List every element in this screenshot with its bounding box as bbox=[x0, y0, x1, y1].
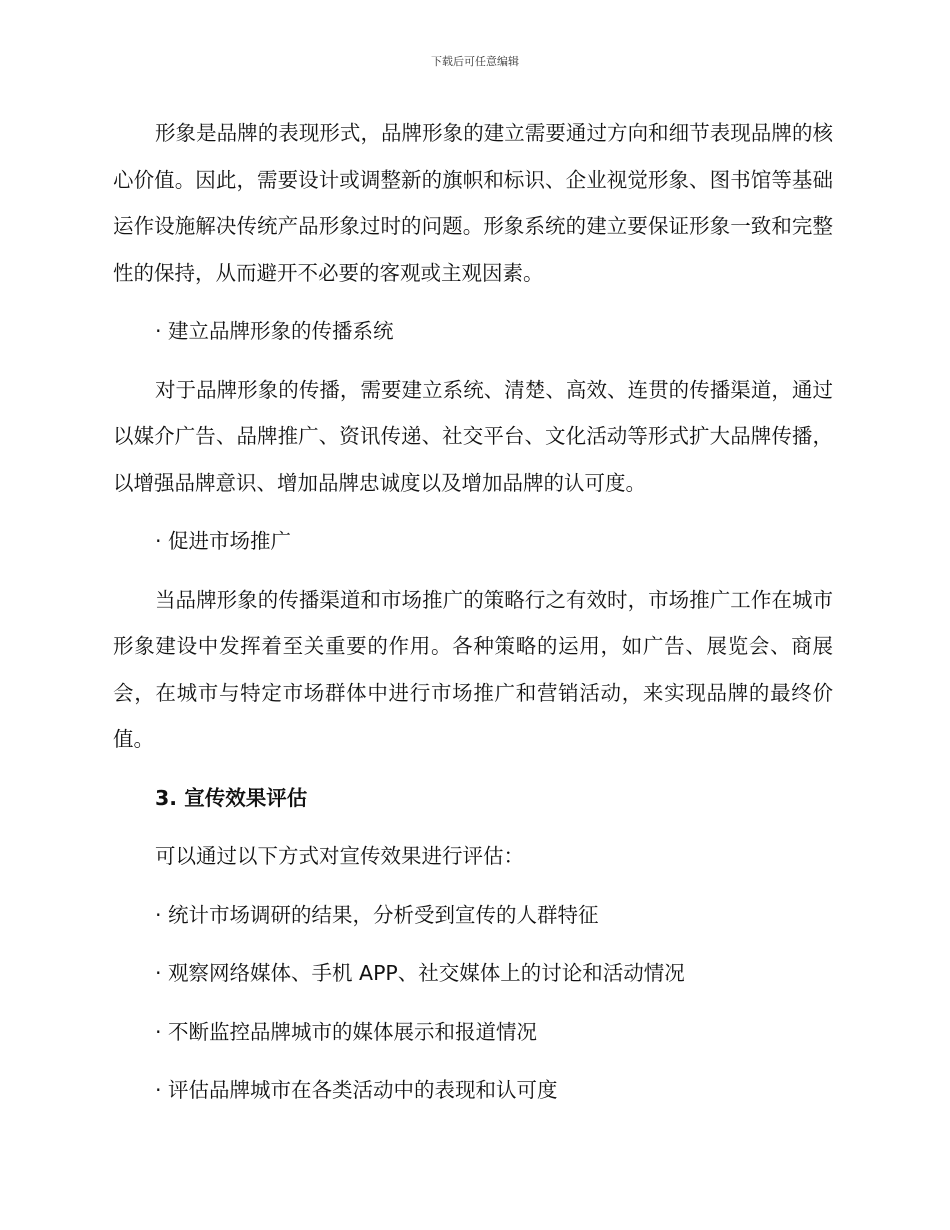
paragraph-market-promotion: 当品牌形象的传播渠道和市场推广的策略行之有效时，市场推广工作在城市形象建设中发挥着至关重要的作用。各种策略的运用，如广告、展览会、商展会，在城市与特定市场群体中进行市场推广和营销活动，来实现品牌的最终价值。 bbox=[113, 587, 833, 751]
evaluation-item-media-monitoring: · 不断监控品牌城市的媒体展示和报道情况 bbox=[155, 1019, 538, 1044]
bullet-market-promotion: · 促进市场推广 bbox=[155, 529, 292, 553]
paragraph-brand-image: 形象是品牌的表现形式，品牌形象的建立需要通过方向和细节表现品牌的核心价值。因此，需要设计或调整新的旗帜和标识、企业视觉形象、图书馆等基础运作设施解决传统产品形象过时的问题。形象系统的建立要保证形象一致和完整性的保持，从而避开不必要的客观或主观因素。 bbox=[113, 121, 833, 285]
bullet-brand-communication-system: · 建立品牌形象的传播系统 bbox=[155, 319, 394, 343]
paragraph-evaluation-intro: 可以通过以下方式对宣传效果进行评估： bbox=[155, 844, 524, 868]
document-body bbox=[113, 110, 833, 1114]
evaluation-item-online-media: · 观察网络媒体、手机 APP、社交媒体上的讨论和活动情况 bbox=[155, 961, 685, 985]
section-heading-evaluation: 3. 宣传效果评估 bbox=[155, 785, 308, 810]
evaluation-item-activity-performance: · 评估品牌城市在各类活动中的表现和认可度 bbox=[155, 1078, 558, 1102]
page-header: 下载后可任意编辑 bbox=[431, 55, 519, 68]
paragraph-brand-communication: 对于品牌形象的传播，需要建立系统、清楚、高效、连贯的传播渠道，通过以媒介广告、品牌推广、资讯传递、社交平台、文化活动等形式扩大品牌传播，以增强品牌意识、增加品牌忠诚度以及增加品牌的认可度。 bbox=[113, 377, 833, 495]
evaluation-item-survey: · 统计市场调研的结果，分析受到宣传的人群特征 bbox=[155, 902, 599, 927]
